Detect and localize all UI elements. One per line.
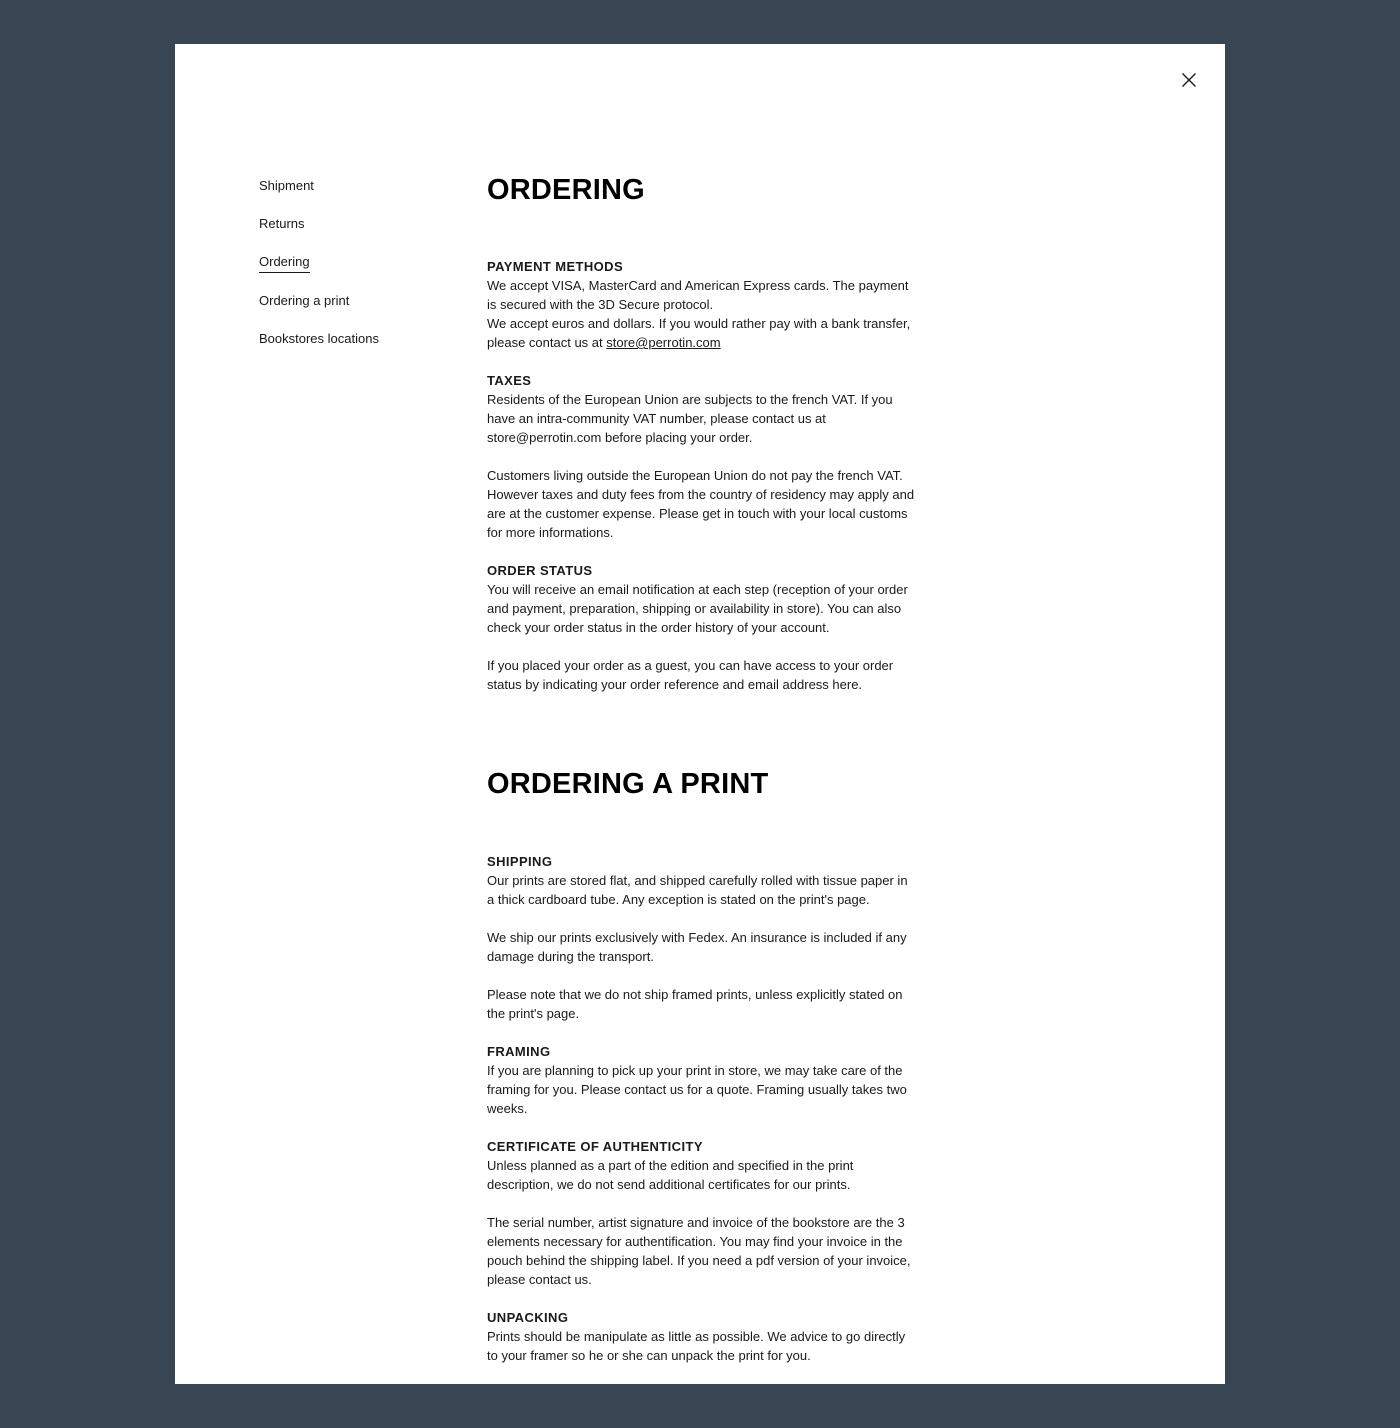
paragraph: Customers living outside the European Union do not pay the french VAT. However taxes and duty fees from the country of residency may apply and are at the customer expense. Please get in touch with your local customs for more informations. — [487, 468, 915, 540]
sidebar-item-label: Shipment — [259, 178, 314, 193]
section-title-ordering: ORDERING — [487, 174, 645, 206]
paragraph: Unless planned as a part of the edition and specified in the print description, we do not send additional certificates for our prints. — [487, 1158, 854, 1192]
paragraph: We ship our prints exclusively with Fedex. An insurance is included if any damage during the transport. — [487, 930, 907, 964]
paragraph — [487, 314, 917, 352]
subsection-payment-methods — [487, 257, 917, 352]
paragraph: We accept VISA, MasterCard and American Express cards. The payment is secured with the 3D Secure protocol. — [487, 278, 909, 312]
subheading-order-status: ORDER STATUS — [487, 563, 593, 578]
close-icon — [1181, 72, 1197, 88]
subheading-framing: FRAMING — [487, 1044, 551, 1059]
section-title-ordering-a-print: ORDERING A PRINT — [487, 768, 769, 800]
subheading-taxes: TAXES — [487, 373, 532, 388]
sidebar-item-label: Bookstores locations — [259, 331, 379, 346]
subsection-certificate-of-authenticity — [487, 1137, 917, 1289]
subsection-unpacking — [487, 1308, 917, 1365]
subheading-payment-methods: PAYMENT METHODS — [487, 259, 624, 274]
subsection-order-status — [487, 561, 917, 694]
sidebar-item-bookstores-locations[interactable] — [259, 330, 459, 349]
subheading-certificate: CERTIFICATE OF AUTHENTICITY — [487, 1139, 703, 1154]
email-link[interactable]: store@perrotin.com — [606, 335, 721, 350]
sidebar-item-label: Ordering — [259, 253, 310, 273]
paragraph: Please note that we do not ship framed prints, unless explicitly stated on the print's page. — [487, 987, 903, 1021]
sidebar-item-shipment[interactable] — [259, 177, 459, 196]
paragraph: Our prints are stored flat, and shipped carefully rolled with tissue paper in a thick cardboard tube. Any exception is stated on the print's page. — [487, 873, 908, 907]
subsection-shipping — [487, 852, 917, 1023]
section-ordering-a-print — [487, 766, 917, 1365]
sidebar-item-ordering-a-print[interactable] — [259, 292, 459, 311]
paragraph: Residents of the European Union are subjects to the french VAT. If you have an intra-community VAT number, please contact us at store@perrotin.com before placing your order. — [487, 392, 893, 445]
section-ordering — [487, 172, 917, 694]
paragraph: Prints should be manipulate as little as possible. We advice to go directly to your framer so he or she can unpack the print for you. — [487, 1329, 906, 1363]
paragraph-text: We accept euros and dollars. If you would rather pay with a bank transfer, please contact us at — [487, 316, 911, 350]
sidebar-item-label: Returns — [259, 216, 305, 231]
subheading-unpacking: UNPACKING — [487, 1310, 569, 1325]
subsection-framing — [487, 1042, 917, 1118]
subheading-shipping: SHIPPING — [487, 854, 553, 869]
subsection-taxes — [487, 371, 917, 542]
paragraph: You will receive an email notification at each step (reception of your order and payment, preparation, shipping or availability in store). You can also check your order status in the order history of your account. — [487, 582, 908, 635]
close-button[interactable] — [1181, 72, 1197, 88]
paragraph: If you are planning to pick up your print in store, we may take care of the framing for you. Please contact us for a quote. Framing usually takes two weeks. — [487, 1063, 907, 1116]
main-content — [487, 172, 917, 1384]
sidebar-nav — [259, 177, 459, 368]
paragraph: If you placed your order as a guest, you can have access to your order status by indicating your order reference and email address here. — [487, 658, 894, 692]
paragraph: The serial number, artist signature and invoice of the bookstore are the 3 elements necessary for authentification. You may find your invoice in the pouch behind the shipping label. If you need a pdf version of your invoice, please contact us. — [487, 1215, 911, 1287]
info-modal — [175, 44, 1225, 1384]
sidebar-item-label: Ordering a print — [259, 293, 350, 308]
sidebar-item-ordering[interactable] — [259, 253, 459, 273]
sidebar-item-returns[interactable] — [259, 215, 459, 234]
